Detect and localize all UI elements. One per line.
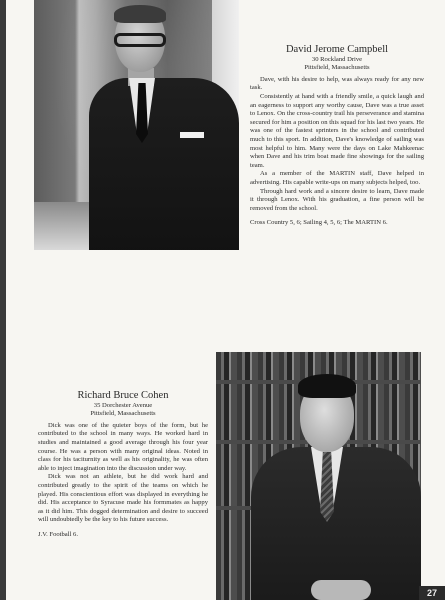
portrait-photo-campbell (34, 0, 239, 250)
portrait-hair (114, 5, 166, 23)
portrait-jacket (89, 78, 239, 250)
portrait-hair (298, 374, 356, 398)
activities-list: J.V. Football 6. (38, 530, 78, 538)
activities-list: Cross Country 5, 6; Sailing 4, 5, 6; The MARTIN 6. (250, 219, 388, 227)
bio-paragraph: Dick was not an athlete, but he did work hard and contributed greatly to the spirit of the teams on which he played. His conscientious effort was displayed in everything he did. His acceptance to Syracuse made his formmates as happy as it did him. This dogged determination and desire to succeed will undoubtedly be the key to his future success. (38, 473, 208, 524)
page-number: 27 (419, 586, 445, 600)
bio-paragraph: As a member of the MARTIN staff, Dave helped in advertising. His capable write-ups on many subjects helped, too. (250, 170, 424, 186)
portrait-pocket-square (180, 132, 204, 138)
address-city: Pittsfield, Massachusetts (90, 410, 156, 418)
student-address (250, 56, 424, 73)
address-line: 35 Dorchester Avenue (93, 402, 153, 409)
address-city: Pittsfield, Massachusetts (304, 64, 370, 72)
bio-paragraph: Dave, with his desire to help, was always ready for any new task. (250, 75, 424, 92)
portrait-glasses (114, 33, 166, 47)
bio-paragraph: Dick was one of the quieter boys of the form, but he contributed to the school in many ways. He worked hard in studies and maintained a good average through his four year course. He was a person with many original ideas. Noted in class for his taciturnity as well as his originality, he was often able to inject imagination into the discussion under way. (38, 421, 208, 472)
bio-block-cohen (38, 390, 208, 540)
bio-paragraph: Through hard work and a sincere desire to learn, Dave made it through Lenox. With his graduation, a fine person will be removed from the school. (250, 187, 424, 212)
portrait-photo-cohen (216, 352, 421, 600)
bio-paragraph: Consistently at hand with a friendly smile, a quick laugh and an eagerness to support any worthy cause, Dave was a true asset to Lenox. On the cross-country trail his perseverance and stamina secured for him a position on this squad for his last two years. He was one of the fastest sprinters in the school and contributed much to this sport. In addition, Dave's knowledge of sailing was most helpful to him. Many were the days on Lake Mahkeenac when Dave and his trim boat made fine showings for the sailing team. (250, 93, 424, 169)
portrait-hands (311, 580, 371, 600)
address-line: 30 Rockland Drive (311, 56, 363, 63)
student-name: David Jerome Campbell (285, 44, 389, 55)
bio-block-campbell (250, 44, 424, 228)
student-name: Richard Bruce Cohen (77, 390, 169, 401)
student-address (38, 402, 208, 419)
